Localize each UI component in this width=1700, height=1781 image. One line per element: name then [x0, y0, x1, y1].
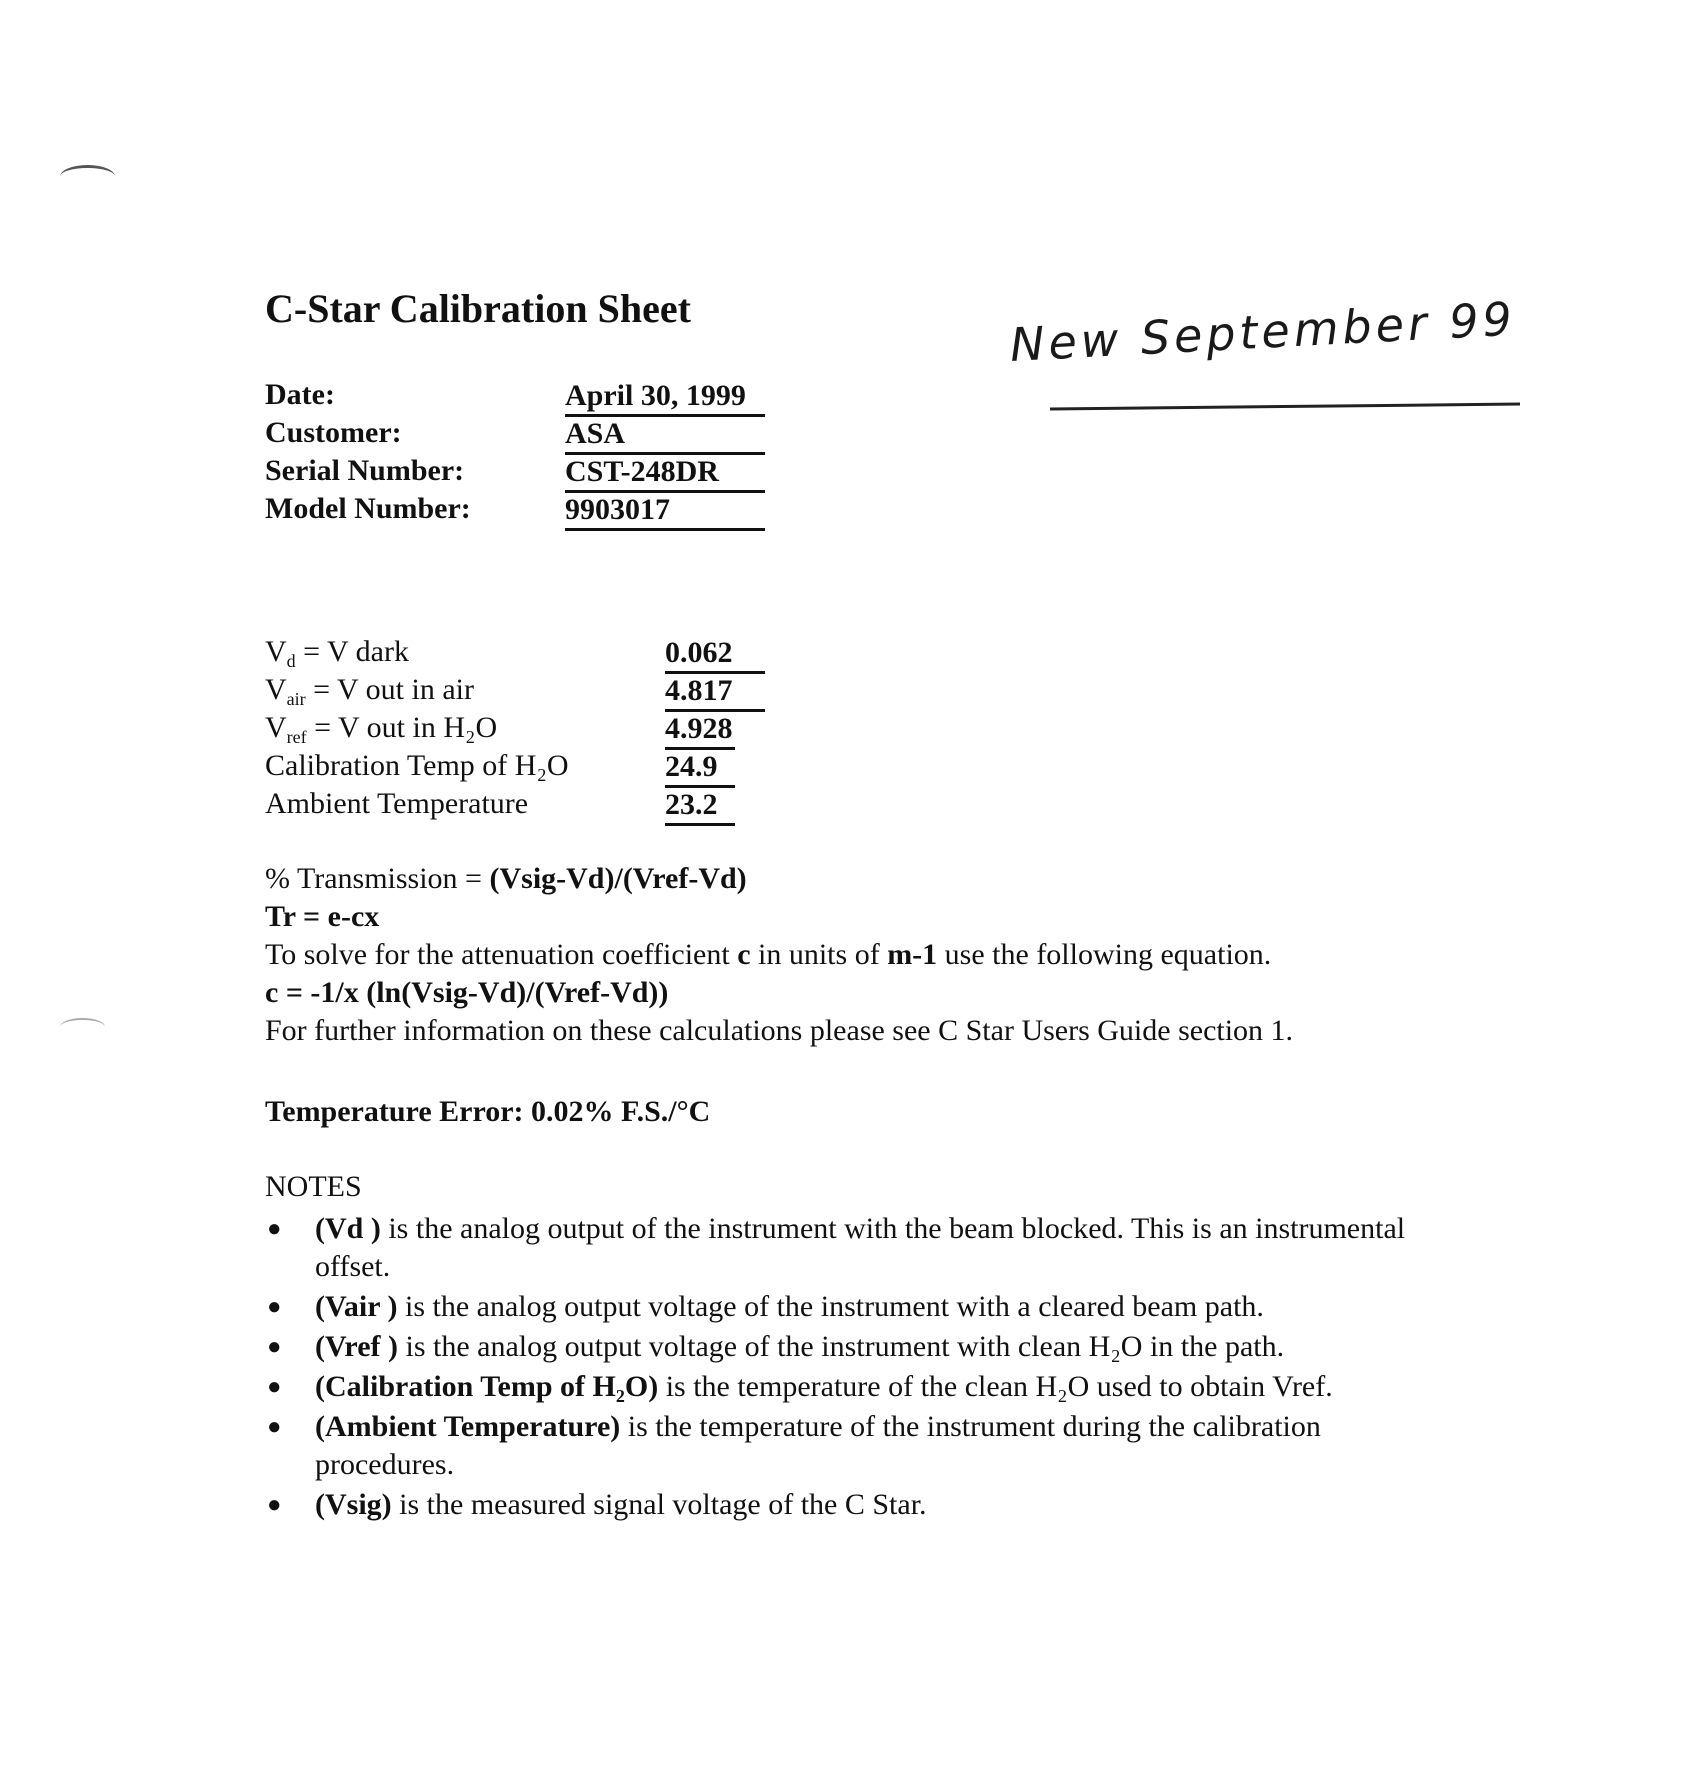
handwritten-underline — [1050, 403, 1520, 411]
bullet-icon: ● — [267, 1374, 282, 1400]
bullet-icon: ● — [267, 1492, 282, 1518]
measurement-value: 4.928 — [665, 711, 735, 750]
info-value: 9903017 — [565, 492, 765, 531]
measurement-label: Ambient Temperature — [265, 787, 529, 820]
transmission-formula: (Vsig-Vd)/(Vref-Vd) — [489, 862, 747, 895]
note-text: is the temperature of the instrument during the calibration procedures. — [315, 1410, 1321, 1481]
tr-formula-line — [265, 900, 1465, 938]
tr-formula: Tr = e-cx — [265, 900, 380, 933]
bullet-icon: ● — [267, 1294, 282, 1320]
solve-text: To solve for the attenuation coefficient — [265, 938, 738, 971]
solve-unit: m-1 — [887, 938, 938, 971]
further-info-line: For further information on these calculations please see C Star Users Guide section 1. — [265, 1014, 1294, 1047]
notes-list — [265, 1210, 1465, 1526]
info-value: ASA — [565, 416, 765, 455]
hole-punch-mark-middle — [60, 1018, 105, 1036]
measurement-label: Calibration Temp of H₂O — [265, 749, 569, 782]
notes-title: NOTES — [265, 1170, 362, 1203]
measurement-label: $V_{ref} = V$ out in H₂O — [265, 711, 498, 747]
note-term: (Vref ) — [315, 1330, 398, 1363]
note-term: (Ambient Temperature) — [315, 1410, 621, 1443]
list-item — [265, 1328, 1465, 1366]
c-formula-line — [265, 976, 1465, 1014]
formulas-section — [265, 862, 1465, 1052]
solve-line — [265, 938, 1465, 976]
transmission-line — [265, 862, 1465, 900]
note-term: (Vair ) — [315, 1290, 398, 1323]
note-text: is the temperature of the clean H₂O used to obtain Vref. — [658, 1370, 1333, 1403]
info-value: CST-248DR — [565, 454, 765, 493]
measurement-label: $V_{air} = V$ out in air — [265, 673, 474, 709]
transmission-label: % Transmission = — [265, 862, 490, 895]
note-term: (Calibration Temp of H₂O) — [315, 1370, 659, 1403]
temperature-error: Temperature Error: 0.02% F.S./°C — [265, 1095, 711, 1128]
note-text: is the analog output voltage of the instrument with a cleared beam path. — [397, 1290, 1264, 1323]
hole-punch-mark-top — [60, 165, 115, 188]
note-term: (Vsig) — [315, 1488, 392, 1521]
note-text: is the analog output of the instrument with the beam blocked. This is an instrumental offset. — [315, 1212, 1406, 1283]
list-item — [265, 1486, 1465, 1524]
list-item — [265, 1408, 1465, 1484]
handwritten-note: New September 99 — [1008, 291, 1518, 372]
measurement-label: $V_d = V$ dark — [265, 635, 409, 671]
measurement-value: 23.2 — [665, 787, 735, 826]
info-label: Customer: — [265, 416, 402, 449]
bullet-icon: ● — [267, 1414, 282, 1440]
bullet-icon: ● — [267, 1334, 282, 1360]
info-label: Model Number: — [265, 492, 471, 525]
list-item — [265, 1210, 1465, 1286]
list-item — [265, 1288, 1465, 1326]
info-label: Serial Number: — [265, 454, 465, 487]
measurement-value: 0.062 — [665, 635, 765, 674]
note-text: is the analog output voltage of the instrument with clean H₂O in the path. — [398, 1330, 1285, 1363]
info-value: April 30, 1999 — [565, 378, 765, 417]
measurement-value: 4.817 — [665, 673, 765, 712]
note-text: is the measured signal voltage of the C Star. — [391, 1488, 927, 1521]
list-item — [265, 1368, 1465, 1406]
c-formula: c = -1/x (ln(Vsig-Vd)/(Vref-Vd)) — [265, 976, 669, 1009]
solve-c: c — [737, 938, 751, 971]
page-title: C-Star Calibration Sheet — [265, 286, 691, 331]
note-term: (Vd ) — [315, 1212, 381, 1245]
measurement-value: 24.9 — [665, 749, 735, 788]
bullet-icon: ● — [267, 1216, 282, 1242]
solve-text: use the following equation. — [937, 938, 1272, 971]
solve-text: in units of — [750, 938, 888, 971]
info-label: Date: — [265, 378, 335, 411]
